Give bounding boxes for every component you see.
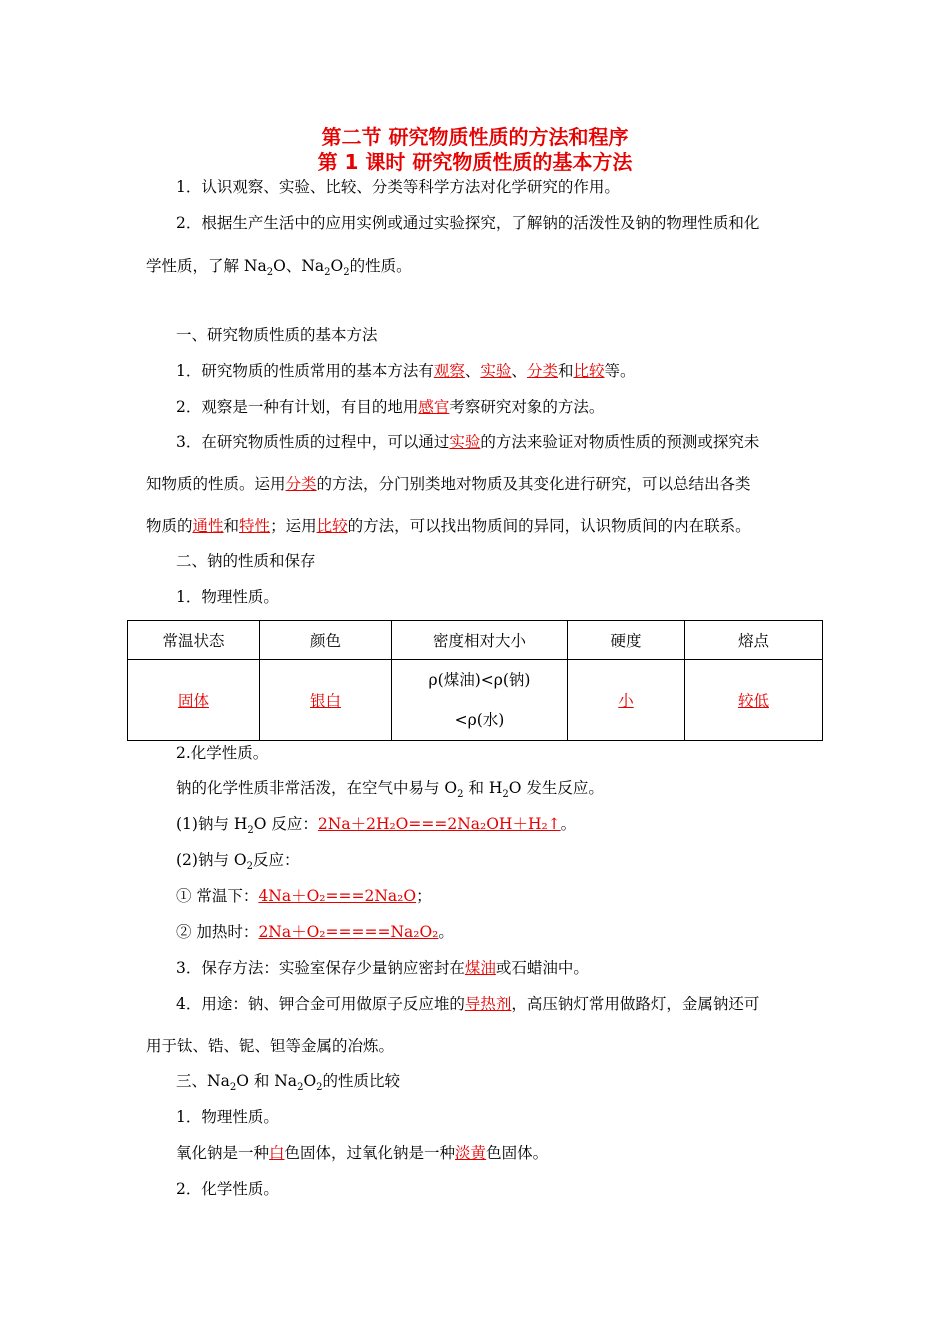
- section-1-item-3-line-2: 知物质的性质。运用分类的方法，分门别类地对物质及其变化进行研究，可以总结出各类: [146, 475, 751, 493]
- table-row: [128, 660, 823, 741]
- section-3-heading: 三、$Na_2O$ 和 $Na_2O_2$的性质比较: [176, 1072, 401, 1094]
- section-title: 第二节 研究物质性质的方法和程序: [321, 125, 629, 149]
- reaction-with-water: (1)钠与 $H_2O$ 反应：2Na＋2H₂O===2Na₂OH＋H₂↑。: [176, 815, 577, 837]
- section-2-heading: 二、钠的性质和保存: [176, 552, 316, 570]
- section-2-chemical-desc: 钠的化学性质非常活泼，在空气中易与 $O_2$ 和 $H_2O$ 发生反应。: [176, 779, 604, 801]
- section-1-item-1: 1．研究物质的性质常用的基本方法有观察、实验、分类和比较等。: [176, 362, 636, 380]
- table-header-cell: 硬度: [568, 621, 685, 660]
- storage-method: 3．保存方法：实验室保存少量钠应密封在煤油或石蜡油中。: [176, 959, 589, 977]
- uses-line-1: 4．用途：钠、钾合金可用做原子反应堆的导热剂，高压钠灯常用做路灯，金属钠还可: [176, 995, 760, 1013]
- table-header-row: [128, 621, 823, 660]
- uses-line-2: 用于钛、锆、铌、钽等金属的冶炼。: [146, 1037, 395, 1055]
- sodium-properties-table: [127, 620, 823, 741]
- section-1-item-3-line-1: 3．在研究物质性质的过程中，可以通过实验的方法来验证对物质性质的预测或探究未: [176, 433, 760, 451]
- section-2-physical-heading: 1．物理性质。: [176, 588, 279, 606]
- table-cell-color: 银白: [260, 660, 392, 741]
- section-3-physical-desc: 氧化钠是一种白色固体，过氧化钠是一种淡黄色固体。: [176, 1144, 549, 1162]
- section-1-item-3-line-3: 物质的通性和特性；运用比较的方法，可以找出物质间的异同，认识物质间的内在联系。: [146, 517, 751, 535]
- goal-2-line-2: 学性质，了解 $Na_2O$、$Na_2O_2$的性质。: [146, 257, 412, 279]
- section-1-heading: 一、研究物质性质的基本方法: [176, 326, 378, 344]
- section-2-chemical-heading: 2.化学性质。: [176, 744, 269, 762]
- reaction-with-oxygen: (2)钠与 $O_2$反应：: [176, 851, 300, 873]
- goal-2-line-1: 2．根据生产生活中的应用实例或通过实验探究，了解钠的活泼性及钠的物理性质和化: [176, 214, 760, 232]
- reaction-room-temp: ① 常温下：4Na＋O₂===2Na₂O；: [176, 887, 432, 905]
- table-cell-density: ρ(煤油)<ρ(钠) <ρ(水): [392, 660, 568, 741]
- table-cell-hardness: 小: [568, 660, 685, 741]
- section-3-physical-heading: 1．物理性质。: [176, 1108, 279, 1126]
- table-header-cell: 熔点: [685, 621, 823, 660]
- section-3-chemical-heading: 2．化学性质。: [176, 1180, 279, 1198]
- table-header-cell: 颜色: [260, 621, 392, 660]
- reaction-heated: ② 加热时：2Na＋O₂=====Na₂O₂。: [176, 923, 454, 941]
- goal-1: 1．认识观察、实验、比较、分类等科学方法对化学研究的作用。: [176, 178, 620, 196]
- table-header-cell: 常温状态: [128, 621, 260, 660]
- table-header-cell: 密度相对大小: [392, 621, 568, 660]
- table-cell-state: 固体: [128, 660, 260, 741]
- lesson-title: 第 1 课时 研究物质性质的基本方法: [317, 150, 633, 174]
- section-1-item-2: 2．观察是一种有计划，有目的地用感官考察研究对象的方法。: [176, 398, 605, 416]
- table-cell-melting: 较低: [685, 660, 823, 741]
